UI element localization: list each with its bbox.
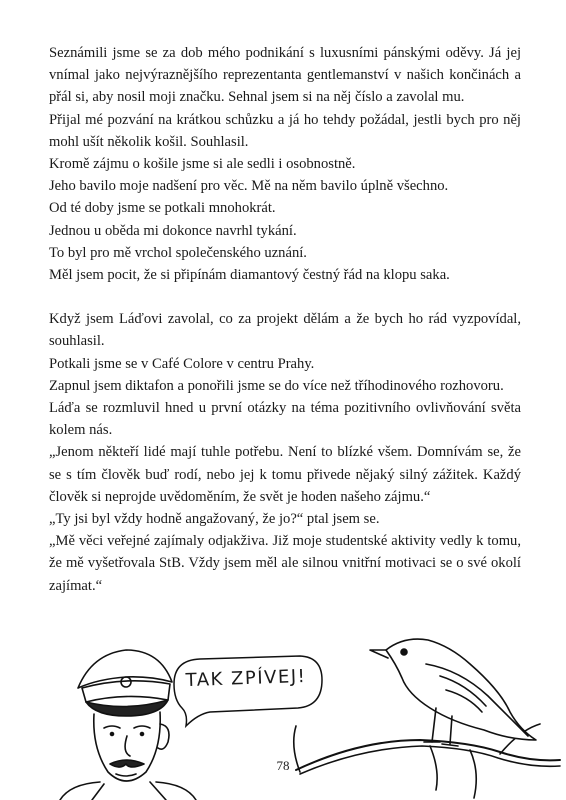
page-number: 78 [276,758,290,773]
paragraph: Kromě zájmu o košile jsme si ale sedli i osobnostně. [49,156,356,173]
paragraph: Od té doby jsme se potkali mnohokrát. [49,200,276,217]
paragraph: „Mě věci veřejné zajímaly odjakživa. Již moje studentské aktivity vedly k tomu, že mě vyšetřovala StB. Vždy jsem měl ale silnou vnitřní motivaci se o své okolí zajímat.“ [49,533,521,594]
paragraph: Měl jsem pocit, že si připínám diamantový čestný řád na klopu saka. [49,267,450,284]
paragraph: Jeho bavilo moje nadšení pro věc. Mě na něm bavilo úplně všechno. [49,178,449,195]
paragraph: Přijal mé pozvání na krátkou schůzku a já ho tehdy požádal, jestli bych pro něj mohl ušít několik košil. Souhlasil. [49,111,521,150]
paragraph: Potkali jsme se v Café Colore v centru Prahy. [49,355,315,372]
paragraph: Jednou u oběda mi dokonce navrhl tykání. [49,222,297,239]
paragraph: Seznámili jsme se za dob mého podnikání s luxusními pánskými oděvy. Já jej vnímal jako nejvýraznějšího reprezentanta gentlemanství v našich končinách a přál si, aby nosil moji značku. Sehnal jsem si na něj číslo a zavolal mu. [49,45,521,106]
speech-bubble-text: TAK ZPÍVEJ! [185,665,307,692]
paragraph: Když jsem Láďovi zavolal, co za projekt dělám a že bych ho rád vyzpovídal, souhlasil. [49,311,521,350]
paragraph: Láďa se rozmluvil hned u první otázky na téma pozitivního ovlivňování světa kolem nás. [49,400,521,439]
paragraph: „Jenom někteří lidé mají tuhle potřebu. Není to blízké všem. Domnívám se, že se s tím člověk buď rodí, nebo jej k tomu přivede nějaký silný zážitek. Každý člověk si neprojde uvědoměním, že svět je hoden našeho zájmu.“ [49,444,521,505]
bird-drawing [294,639,560,798]
paragraph: To byl pro mě vrchol společenského uznání. [49,244,307,261]
paragraph: „Ty jsi byl vždy hodně angažovaný, že jo?“ ptal jsem se. [49,511,380,528]
paragraph: Zapnul jsem diktafon a ponořili jsme se do více než tříhodinového rozhovoru. [49,377,504,394]
